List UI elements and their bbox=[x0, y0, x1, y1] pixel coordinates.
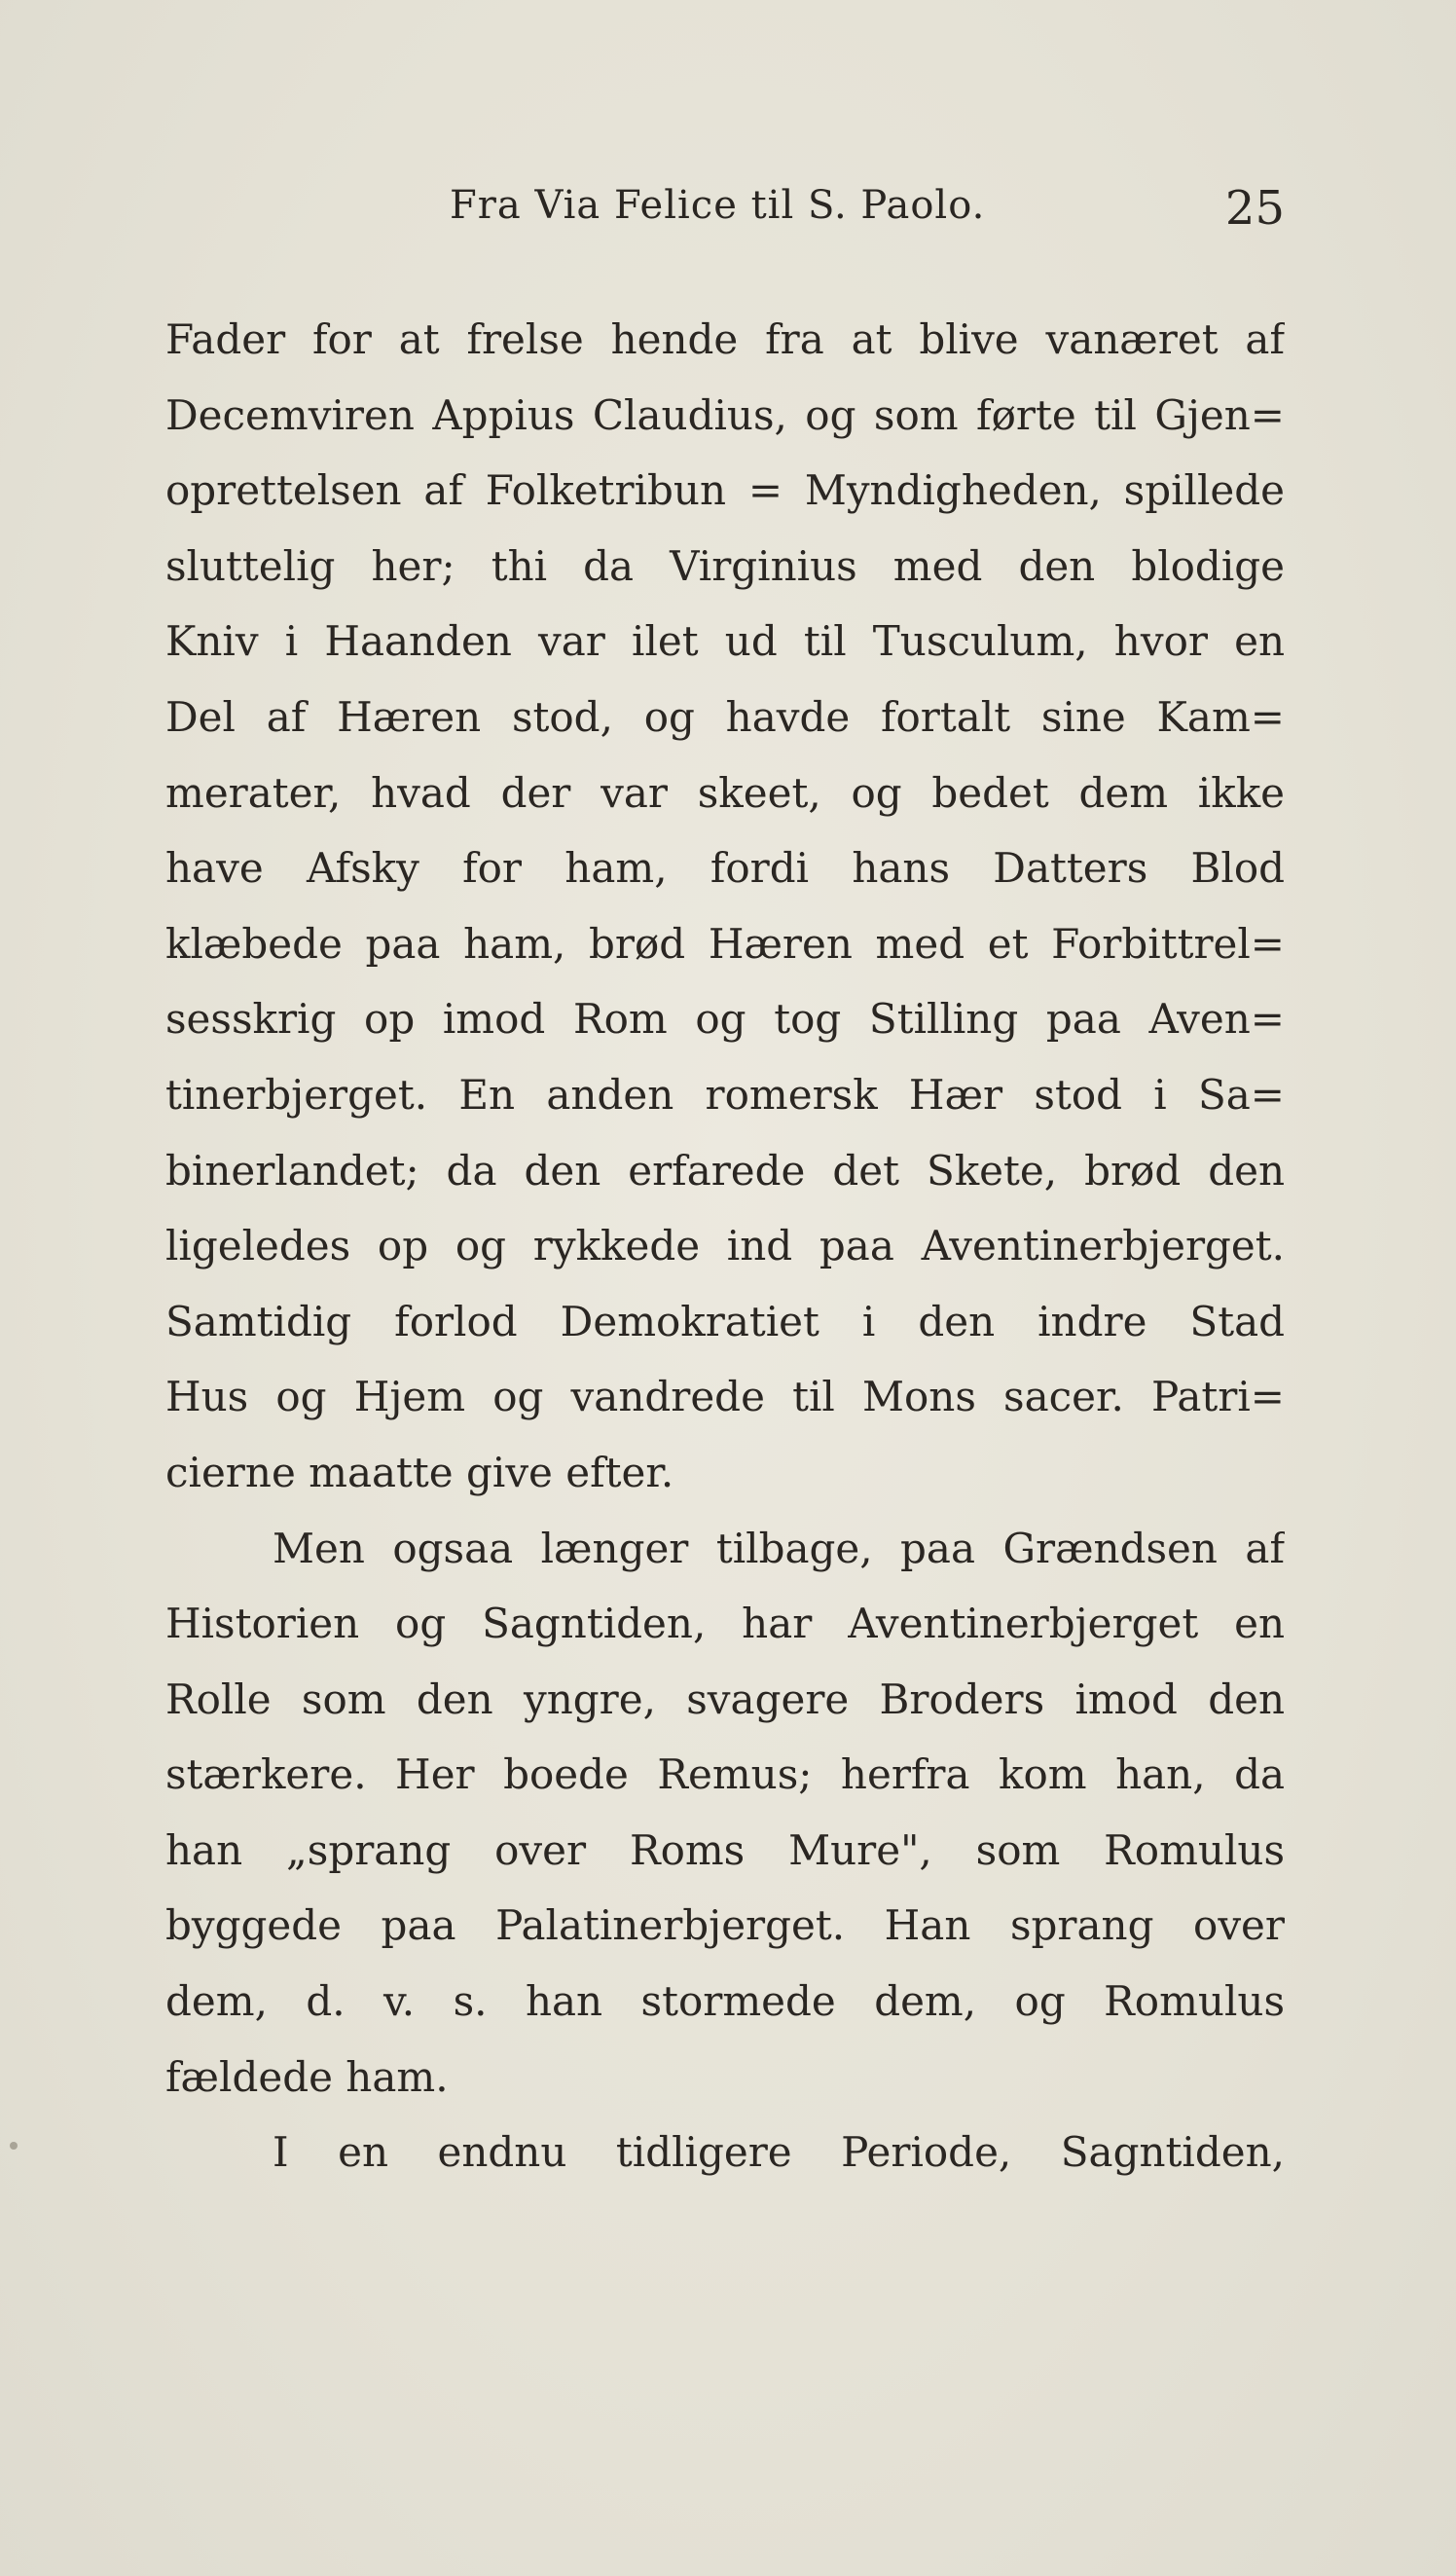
text-line: sesskrig op imod Rom og tog Stilling paa Aven= bbox=[165, 995, 1285, 1044]
page-number: 25 bbox=[1224, 181, 1285, 236]
text-line: sluttelig her; thi da Virginius med den blodige bbox=[165, 541, 1285, 590]
text-line: klæbede paa ham, brød Hæren med et Forbittrel= bbox=[165, 919, 1285, 968]
text-line: have Afsky for ham, fordi hans Datters Blod bbox=[165, 844, 1285, 893]
text-line: cierne maatte give efter. bbox=[165, 1448, 674, 1496]
text-line: Men ogsaa længer tilbage, paa Grændsen af bbox=[273, 1524, 1285, 1572]
body-text bbox=[165, 302, 1285, 2190]
text-line: Samtidig forlod Demokratiet i den indre Stad bbox=[165, 1297, 1285, 1345]
text-line: merater, hvad der var skeet, og bedet dem ikke bbox=[165, 768, 1285, 817]
text-line: ligeledes op og rykkede ind paa Aventinerbjerget. bbox=[165, 1222, 1285, 1270]
text-line: Fader for at frelse hende fra at blive vanæret af bbox=[165, 315, 1285, 363]
text-line: han „sprang over Roms Mure", som Romulus bbox=[165, 1825, 1285, 1874]
running-title: Fra Via Felice til S. Paolo. bbox=[450, 183, 986, 228]
paper-speck bbox=[10, 2142, 18, 2150]
text-line: byggede paa Palatinerbjerget. Han sprang over bbox=[165, 1901, 1285, 1950]
text-line: Decemviren Appius Claudius, og som førte til Gjen= bbox=[165, 390, 1285, 439]
text-line: binerlandet; da den erfarede det Skete, brød den bbox=[165, 1146, 1285, 1195]
text-line: fældede ham. bbox=[165, 2052, 449, 2101]
text-line: oprettelsen af Folketribun = Myndigheden, spillede bbox=[165, 466, 1285, 515]
text-line: Historien og Sagntiden, har Aventinerbjerget en bbox=[165, 1600, 1285, 1648]
text-line: dem, d. v. s. han stormede dem, og Romulus bbox=[165, 1977, 1285, 2026]
text-line: Kniv i Haanden var ilet ud til Tusculum, hvor en bbox=[165, 617, 1285, 666]
text-line: Rolle som den yngre, svagere Broders imod den bbox=[165, 1674, 1285, 1723]
page-header bbox=[165, 183, 1285, 241]
text-line: tinerbjerget. En anden romersk Hær stod i Sa= bbox=[165, 1070, 1285, 1119]
text-line: Del af Hæren stod, og havde fortalt sine Kam= bbox=[165, 692, 1285, 741]
text-line: Hus og Hjem og vandrede til Mons sacer. Patri= bbox=[165, 1373, 1285, 1421]
text-line: stærkere. Her boede Remus; herfra kom han, da bbox=[165, 1750, 1285, 1799]
text-line: I en endnu tidligere Periode, Sagntiden, bbox=[273, 2128, 1285, 2177]
